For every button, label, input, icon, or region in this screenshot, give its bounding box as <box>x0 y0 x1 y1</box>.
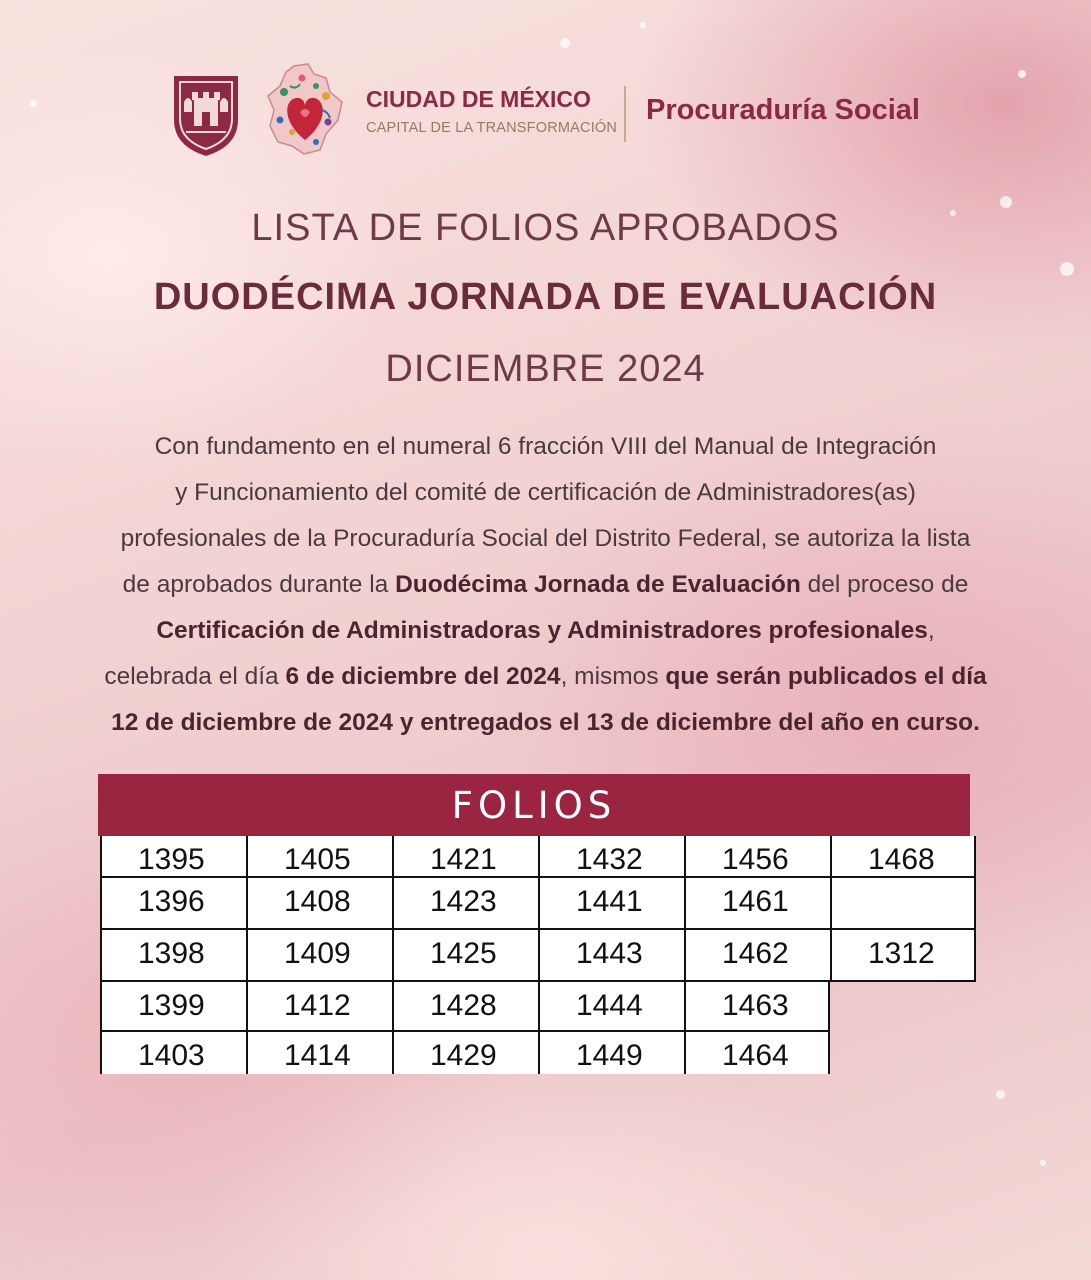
folio-cell: 1412 <box>246 982 392 1032</box>
folio-cell: 1463 <box>684 982 830 1032</box>
folio-cell: 1444 <box>538 982 684 1032</box>
paragraph-line: 12 de diciembre de 2024 y entregados el 13 de diciembre del año en curso. <box>111 709 980 736</box>
paragraph-line: celebrada el día 6 de diciembre del 2024, mismos que serán publicados el día <box>104 663 987 690</box>
page-title: LISTA DE FOLIOS APROBADOS <box>251 207 840 249</box>
page-subtitle: DUODÉCIMA JORNADA DE EVALUACIÓN <box>153 276 938 318</box>
folio-cell: 1468 <box>830 836 976 878</box>
paragraph-line: Certificación de Administradoras y Administradores profesionales, <box>156 617 935 644</box>
folio-cell <box>830 878 976 930</box>
folio-cell: 1428 <box>392 982 538 1032</box>
folio-cell: 1403 <box>100 1032 246 1074</box>
folio-cell: 1312 <box>830 930 976 982</box>
decorative-speck <box>1018 70 1026 78</box>
folio-cell: 1441 <box>538 878 684 930</box>
agency-name: Procuraduría Social <box>646 94 920 126</box>
folio-cell: 1398 <box>100 930 246 982</box>
legal-paragraph <box>30 424 1061 746</box>
folio-cell: 1432 <box>538 836 684 878</box>
page-date: DICIEMBRE 2024 <box>385 348 706 390</box>
folio-cell: 1429 <box>392 1032 538 1074</box>
folio-cell: 1449 <box>538 1032 684 1074</box>
coat-of-arms-icon <box>170 72 242 158</box>
header-divider <box>624 86 626 142</box>
folio-cell: 1405 <box>246 836 392 878</box>
folios-table-header: FOLIOS <box>98 774 970 836</box>
folio-cell: 1414 <box>246 1032 392 1074</box>
paragraph-line: profesionales de la Procuraduría Social del Distrito Federal, se autoriza la lista <box>120 525 971 552</box>
decorative-speck <box>640 22 646 28</box>
paragraph-line: de aprobados durante la Duodécima Jornada de Evaluación del proceso de <box>122 571 969 598</box>
paragraph-line: Con fundamento en el numeral 6 fracción VIII del Manual de Integración <box>154 433 937 460</box>
folio-cell: 1462 <box>684 930 830 982</box>
decorative-speck <box>996 1090 1005 1099</box>
decorative-speck <box>1060 262 1074 276</box>
decorative-speck <box>30 100 37 107</box>
folio-cell: 1421 <box>392 836 538 878</box>
folio-cell: 1408 <box>246 878 392 930</box>
header <box>168 62 928 162</box>
decorative-speck <box>1040 1160 1046 1166</box>
city-subtitle: CAPITAL DE LA TRANSFORMACIÓN <box>366 120 618 136</box>
folio-cell: 1423 <box>392 878 538 930</box>
decorative-speck <box>560 38 570 48</box>
paragraph-line: y Funcionamiento del comité de certificación de Administradores(as) <box>175 479 916 506</box>
folio-cell: 1461 <box>684 878 830 930</box>
folio-cell: 1399 <box>100 982 246 1032</box>
folio-cell: 1456 <box>684 836 830 878</box>
city-title: CIUDAD DE MÉXICO <box>366 86 591 112</box>
folio-cell: 1409 <box>246 930 392 982</box>
heart-map-logo-icon <box>264 62 346 156</box>
folio-cell: 1395 <box>100 836 246 878</box>
folio-cell: 1443 <box>538 930 684 982</box>
folio-cell: 1396 <box>100 878 246 930</box>
folio-cell: 1425 <box>392 930 538 982</box>
folio-cell: 1464 <box>684 1032 830 1074</box>
